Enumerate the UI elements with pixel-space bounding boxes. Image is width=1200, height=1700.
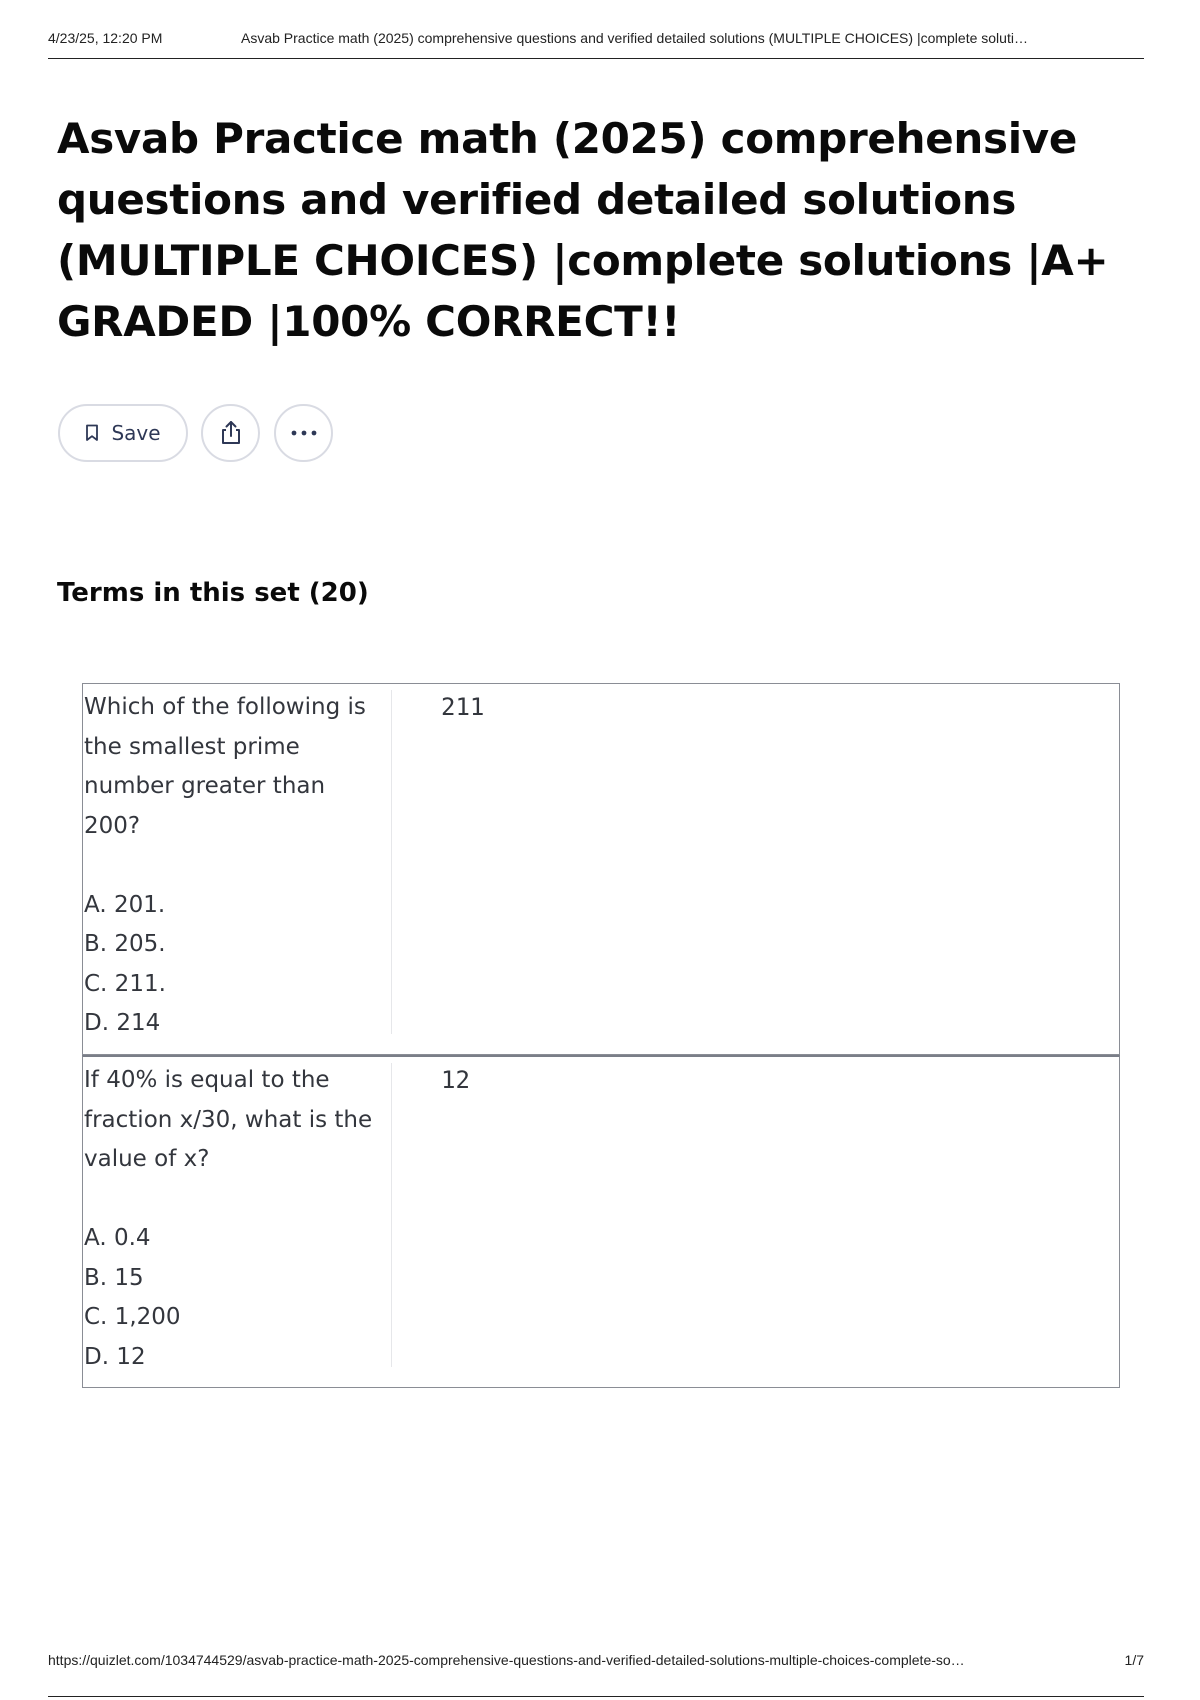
terms-table xyxy=(82,683,1120,1388)
term-question xyxy=(84,688,379,1044)
term-question xyxy=(84,1061,379,1377)
page-number: 1/7 xyxy=(1124,1652,1144,1668)
print-header-title: Asvab Practice math (2025) comprehensive questions and verified detailed solutions (MULTIPLE CHOICES) |complete soluti… xyxy=(241,30,1028,46)
save-button-label: Save xyxy=(111,421,161,445)
question-text: Which of the following is the smallest prime number greater than 200? xyxy=(84,694,366,839)
option-b: B. 15 xyxy=(84,1264,144,1291)
share-icon xyxy=(217,419,245,447)
print-footer xyxy=(48,1648,1144,1697)
more-options-button[interactable] xyxy=(274,404,333,462)
term-row xyxy=(82,1055,1120,1388)
page-title: Asvab Practice math (2025) comprehensive questions and verified detailed solutions (MULTIPLE CHOICES) |complete solutions |A+ GRADED |100% CORRECT!! xyxy=(57,114,1109,346)
term-row xyxy=(82,683,1120,1055)
option-b: B. 205. xyxy=(84,931,166,957)
option-d: D. 214 xyxy=(84,1010,161,1036)
print-url: https://quizlet.com/1034744529/asvab-practice-math-2025-comprehensive-questions-and-verified-detailed-solutions-multiple-choices-complete-so… xyxy=(48,1652,965,1668)
print-header xyxy=(48,28,1144,59)
question-text: If 40% is equal to the fraction x/30, what is the value of x? xyxy=(84,1067,373,1172)
option-d: D. 12 xyxy=(84,1343,146,1370)
option-a: A. 201. xyxy=(84,891,166,918)
option-a: A. 0.4 xyxy=(84,1225,151,1251)
share-button[interactable] xyxy=(201,404,260,462)
save-button[interactable] xyxy=(58,404,188,462)
terms-heading: Terms in this set (20) xyxy=(57,578,369,608)
column-divider xyxy=(391,1063,392,1367)
print-datetime: 4/23/25, 12:20 PM xyxy=(48,30,163,46)
term-answer: 211 xyxy=(441,693,485,721)
option-c: C. 211. xyxy=(84,970,166,997)
bookmark-icon xyxy=(85,424,99,442)
column-divider xyxy=(391,690,392,1034)
more-horizontal-icon xyxy=(290,429,318,437)
term-answer: 12 xyxy=(441,1066,470,1094)
option-c: C. 1,200 xyxy=(84,1304,181,1330)
